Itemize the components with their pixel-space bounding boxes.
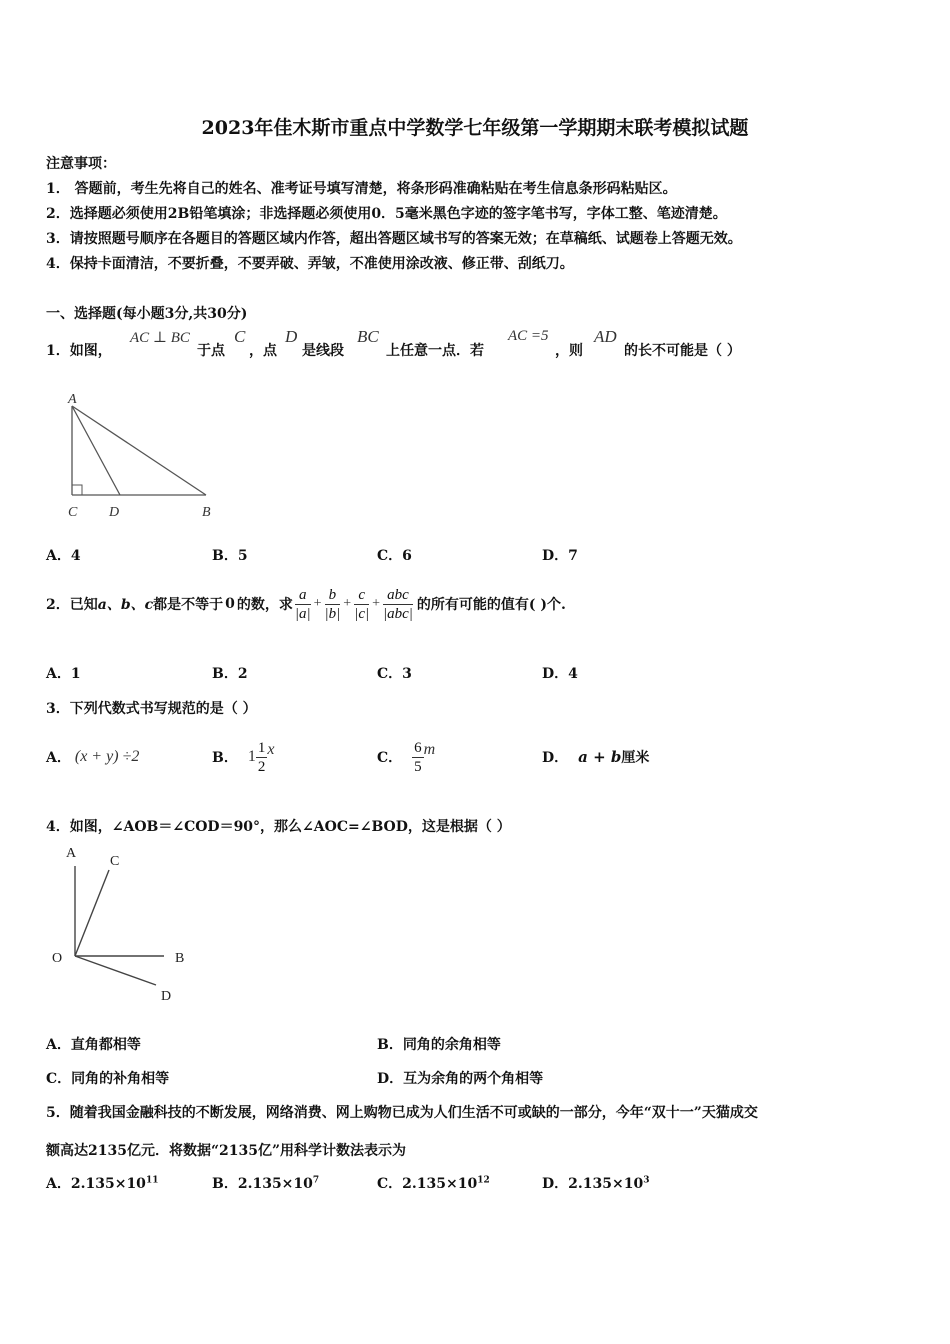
q5-option-a[interactable]: A．$2.135\times 10^{11}$	[46, 1175, 159, 1192]
q5-option-c[interactable]: C．$2.135\times 10^{12}$	[377, 1175, 490, 1192]
q1-number: 1．如图，	[46, 343, 112, 359]
plus-sign: +	[372, 596, 381, 611]
q2-line	[46, 580, 566, 628]
label-a: A	[68, 392, 77, 407]
notice-item-4: 4．保持卡面清洁，不要折叠，不要弄破、弄皱，不准使用涂改液、修正带、刮纸刀。	[46, 256, 574, 272]
notice-item-3: 3．请按照题号顺序在各题目的答题区域内作答，超出答题区域书写的答案无效；在草稿纸、试题卷上答题无效。	[46, 231, 742, 247]
ray-oc	[75, 870, 109, 956]
q1-option-a[interactable]: A．4	[46, 548, 81, 564]
line-ab	[72, 406, 206, 495]
q3-option-a-label: A．	[46, 750, 71, 766]
q2-fraction-c: $\frac{c}{|c|}$	[354, 586, 370, 622]
q3-option-c-label: C．	[377, 750, 403, 766]
q3-option-d-unit: 厘米	[621, 750, 650, 766]
label-d: D	[161, 989, 172, 1004]
label-b: B	[202, 505, 211, 520]
q1-math-ac-eq-5: AC =5	[508, 328, 549, 344]
q2-end: 的所有可能的值有( )个.	[416, 597, 566, 613]
notice-heading: 注意事项：	[46, 156, 116, 172]
q2-zero: 0	[225, 596, 235, 612]
q1-text-5: ，则	[555, 343, 583, 359]
q3-option-b-whole: 1	[247, 748, 256, 765]
q4-option-b[interactable]: B．同角的余角相等	[377, 1037, 501, 1053]
q3-option-b-var: x	[267, 741, 275, 758]
label-a: A	[66, 846, 77, 861]
ray-od	[75, 956, 156, 985]
label-c: C	[68, 505, 78, 520]
q5-option-b[interactable]: B．$2.135\times 10^7$	[212, 1175, 320, 1192]
q4-option-c[interactable]: C．同角的补角相等	[46, 1071, 170, 1087]
q1-text-2: ，点	[249, 343, 277, 359]
label-c: C	[110, 854, 120, 869]
q3-option-b-label: B．	[212, 750, 238, 766]
section-heading: 一、选择题(每小题3分,共30分)	[46, 306, 248, 322]
q1-text-1: 于点	[197, 343, 225, 359]
q2-lead: 2．已知	[46, 597, 98, 613]
q1-math-ac-perp-bc: AC ⊥ BC	[130, 330, 190, 346]
q4-option-d[interactable]: D．互为余角的两个角相等	[377, 1071, 544, 1087]
notice-item-2: 2．选择题必须使用2B铅笔填涂；非选择题必须使用0．5毫米黑色字迹的签字笔书写，字体工整、笔迹清楚。	[46, 206, 727, 222]
q1-math-ad: AD	[594, 327, 617, 346]
q3-option-d-expr: a + b	[578, 748, 622, 766]
q1-option-b[interactable]: B．5	[212, 548, 248, 564]
q4-option-a[interactable]: A．直角都相等	[46, 1037, 141, 1053]
q3-option-b[interactable]	[212, 735, 274, 779]
q3-option-c-var: m	[423, 741, 436, 758]
label-d: D	[109, 505, 120, 520]
q2-option-b[interactable]: B．2	[212, 666, 248, 682]
q2-fraction-b: $\frac{b}{|b|}$	[324, 586, 341, 622]
q3-option-d-label: D．	[542, 750, 569, 766]
plus-sign: +	[343, 596, 352, 611]
page-title: 2023年佳木斯市重点中学数学七年级第一学期期末联考模拟试题	[201, 117, 749, 139]
q1-text-3: 是线段	[302, 343, 344, 359]
q2-fraction-abc: $\frac{\text{abc}}{\text{|abc|}}$	[383, 586, 413, 622]
q3-option-d[interactable]	[542, 735, 649, 779]
notice-item-1: 1． 答题前，考生先将自己的姓名、准考证号填写清楚，将条形码准确粘贴在考生信息条形码粘贴区。	[46, 181, 677, 197]
q5-option-d[interactable]: D．$2.135\times 10^3$	[542, 1175, 650, 1192]
q3-option-c-fraction: $\frac{6}{5}$	[414, 739, 422, 775]
line-ad	[72, 406, 120, 495]
label-o: O	[52, 951, 63, 966]
q2-vars: a、b、c	[97, 597, 154, 613]
q1-option-d[interactable]: D．7	[542, 548, 578, 564]
q3-option-a[interactable]	[46, 735, 139, 779]
q3-option-c[interactable]	[377, 735, 435, 779]
q3-option-b-fraction: $\frac{1}{2}$	[257, 739, 266, 775]
q1-text-4: 上任意一点．若	[386, 343, 484, 359]
q2-tail: 的数，求	[236, 597, 293, 613]
q1-triangle-figure	[58, 388, 228, 526]
q5-question-line1: 5．随着我国金融科技的不断发展，网络消费、网上购物已成为人们生活不可或缺的一部分，今年“双十一”天猫成交	[46, 1105, 758, 1121]
q3-option-a-expr: (x + y) ÷2	[74, 748, 140, 765]
q1-math-d: D	[285, 327, 298, 346]
q4-question: 4．如图，∠AOB＝∠COD＝90°，那么∠AOC=∠BOD，这是根据（ ）	[46, 819, 511, 835]
q5-question-line2: 额高达2135亿元．将数据“2135亿”用科学计数法表示为	[46, 1143, 407, 1159]
q1-math-c: C	[234, 327, 246, 346]
q3-question: 3．下列代数式书写规范的是（ ）	[46, 701, 257, 717]
right-angle-mark	[72, 485, 82, 495]
q2-option-a[interactable]: A．1	[46, 666, 81, 682]
plus-sign: +	[313, 596, 322, 611]
label-b: B	[175, 951, 185, 966]
q2-option-d[interactable]: D．4	[542, 666, 578, 682]
q2-fraction-a: $\frac{a}{|a|}$	[294, 586, 311, 622]
q1-math-bc: BC	[357, 327, 379, 346]
q1-option-c[interactable]: C．6	[377, 548, 412, 564]
q1-text-6: 的长不可能是（ ）	[624, 343, 741, 359]
q2-mid: 都是不等于	[153, 597, 224, 613]
q4-angle-figure	[46, 840, 206, 1010]
q2-option-c[interactable]: C．3	[377, 666, 412, 682]
